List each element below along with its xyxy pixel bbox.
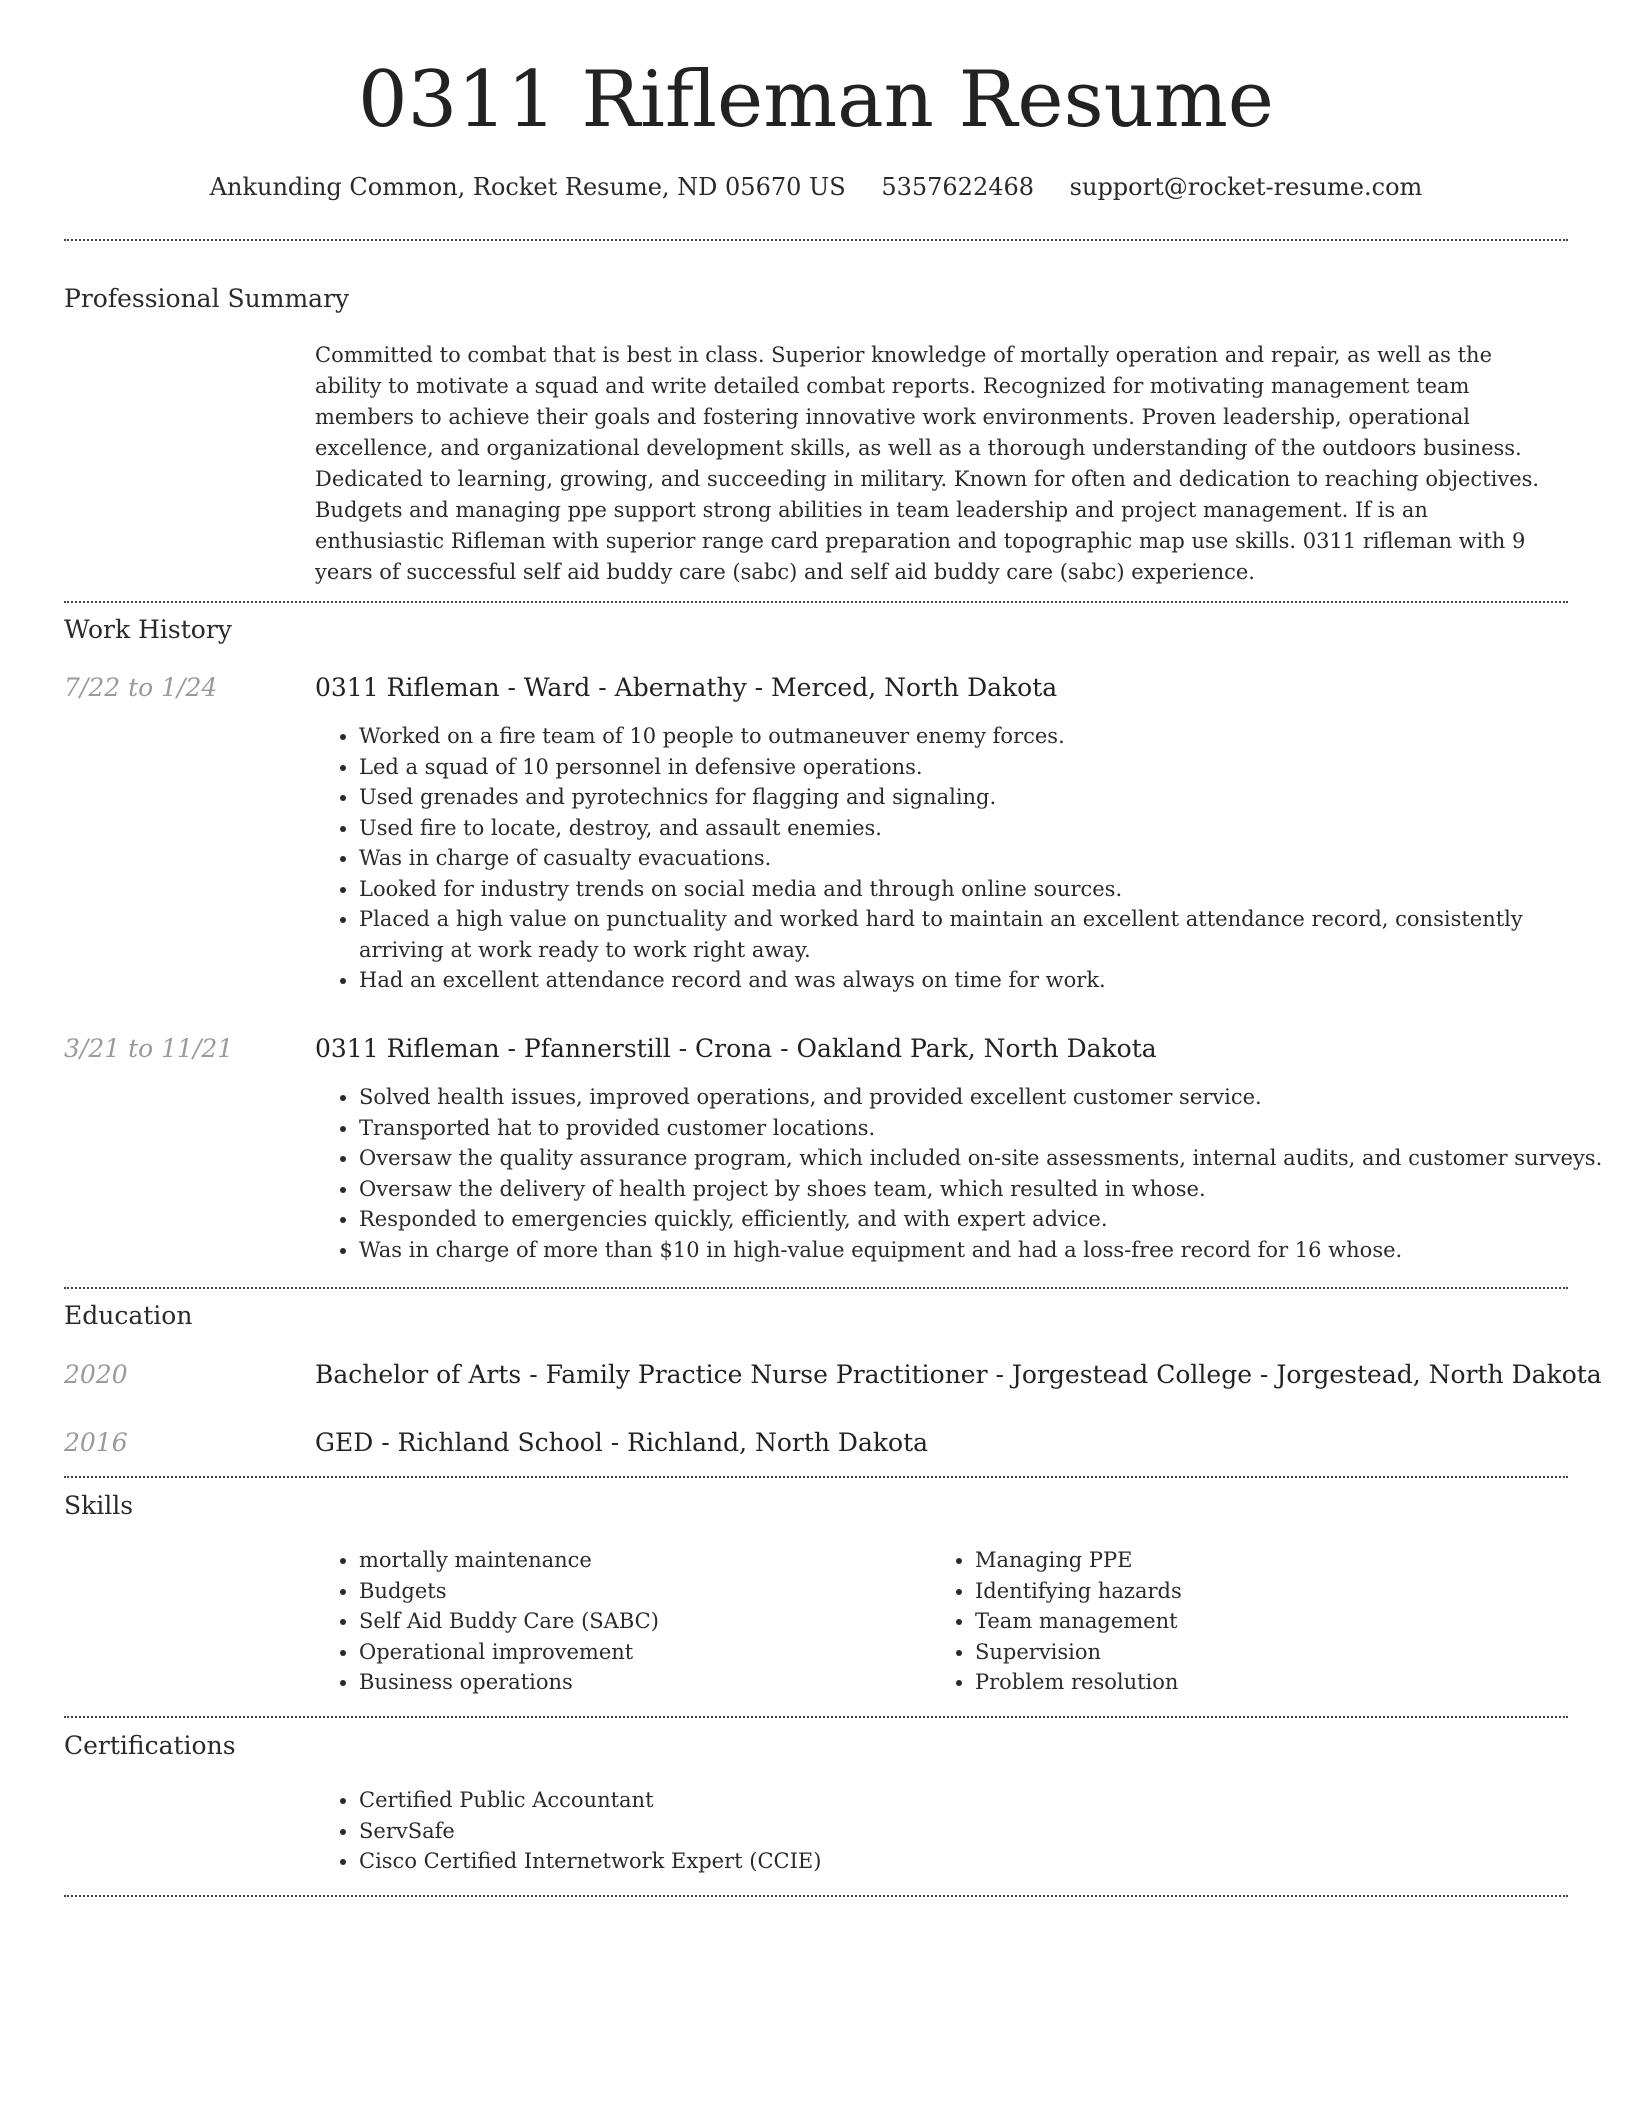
list-item: • Problem resolution [975, 1667, 1595, 1698]
list-item: • Certified Public Accountant [359, 1785, 1604, 1816]
contact-line [0, 170, 1632, 204]
list-item: • Led a squad of 10 personnel in defensive operations. [359, 752, 1604, 783]
list-item: • Worked on a fire team of 10 people to outmaneuver enemy forces. [359, 721, 1604, 752]
list-item: • Placed a high value on punctuality and worked hard to maintain an excellent attendance record, consistently arriving at work ready to work right away. [359, 904, 1604, 965]
skills-heading: Skills [64, 1491, 134, 1520]
skills-list-right [931, 1545, 1595, 1698]
job-date: 3/21 to 11/21 [64, 1034, 234, 1063]
list-item: • mortally maintenance [359, 1545, 919, 1576]
resume-title: 0311 Rifleman Resume [358, 55, 1274, 145]
list-item: • Self Aid Buddy Care (SABC) [359, 1606, 919, 1637]
list-item: • Oversaw the quality assurance program, which included on-site assessments, internal audits, and customer surveys. [359, 1143, 1604, 1174]
divider [64, 1287, 1568, 1289]
certifications-heading: Certifications [64, 1731, 236, 1760]
job-bullets [315, 721, 1604, 996]
certifications-list [315, 1785, 1604, 1877]
list-item: • Transported hat to provided customer locations. [359, 1113, 1604, 1144]
job-bullets [315, 1082, 1604, 1265]
contact-address: Ankunding Common, Rocket Resume, ND 05670 US [209, 173, 846, 201]
list-item: • Used fire to locate, destroy, and assault enemies. [359, 813, 1604, 844]
job-date: 7/22 to 1/24 [64, 673, 218, 702]
list-item: • Solved health issues, improved operations, and provided excellent customer service. [359, 1082, 1604, 1113]
education-date: 2016 [64, 1428, 128, 1457]
skills-list-left [315, 1545, 919, 1698]
list-item: • Oversaw the delivery of health project by shoes team, which resulted in whose. [359, 1174, 1604, 1205]
list-item: • Team management [975, 1606, 1595, 1637]
work-heading: Work History [64, 615, 232, 644]
divider [64, 1895, 1568, 1897]
education-date: 2020 [64, 1360, 128, 1389]
divider [64, 601, 1568, 603]
list-item: • Budgets [359, 1576, 919, 1607]
job-title: 0311 Rifleman - Ward - Abernathy - Merced, North Dakota [315, 673, 1058, 702]
list-item: • Responded to emergencies quickly, efficiently, and with expert advice. [359, 1204, 1604, 1235]
list-item: • Had an excellent attendance record and was always on time for work. [359, 965, 1604, 996]
contact-email: support@rocket-resume.com [1069, 173, 1423, 201]
summary-heading: Professional Summary [64, 284, 350, 313]
list-item: • Managing PPE [975, 1545, 1595, 1576]
education-heading: Education [64, 1301, 193, 1330]
list-item: • ServSafe [359, 1816, 1604, 1847]
list-item: • Identifying hazards [975, 1576, 1595, 1607]
list-item: • Cisco Certified Internetwork Expert (CCIE) [359, 1846, 1604, 1877]
list-item: • Supervision [975, 1637, 1595, 1668]
list-item: • Operational improvement [359, 1637, 919, 1668]
list-item: • Used grenades and pyrotechnics for flagging and signaling. [359, 782, 1604, 813]
list-item: • Business operations [359, 1667, 919, 1698]
education-title: GED - Richland School - Richland, North Dakota [315, 1428, 929, 1457]
summary-text: Committed to combat that is best in class. Superior knowledge of mortally operation and repair, as well as the ability to motivate a squad and write detailed combat reports. Recognized for motivating management team members to achieve their goals and fostering innovative work environments. Proven leadership, operational excellence, and organizational development skills, as well as a thorough understanding of the outdoors business. Dedicated to learning, growing, and succeeding in military. Known for often and dedication to reaching objectives. Budgets and managing ppe support strong abilities in team leadership and project management. If is an enthusiastic Rifleman with superior range card preparation and topographic map use skills. 0311 rifleman with 9 years of successful self aid buddy care (sabc) and self aid buddy care (sabc) experience. [315, 343, 1540, 584]
job-title: 0311 Rifleman - Pfannerstill - Crona - Oakland Park, North Dakota [315, 1034, 1157, 1063]
list-item: • Was in charge of casualty evacuations. [359, 843, 1604, 874]
list-item: • Looked for industry trends on social media and through online sources. [359, 874, 1604, 905]
divider [64, 1716, 1568, 1718]
list-item: • Was in charge of more than $10 in high-value equipment and had a loss-free record for 16 whose. [359, 1235, 1604, 1266]
education-title: Bachelor of Arts - Family Practice Nurse Practitioner - Jorgestead College - Jorgestead, North Dakota [315, 1360, 1602, 1389]
divider [64, 239, 1568, 241]
divider [64, 1476, 1568, 1478]
contact-phone: 5357622468 [881, 173, 1035, 201]
